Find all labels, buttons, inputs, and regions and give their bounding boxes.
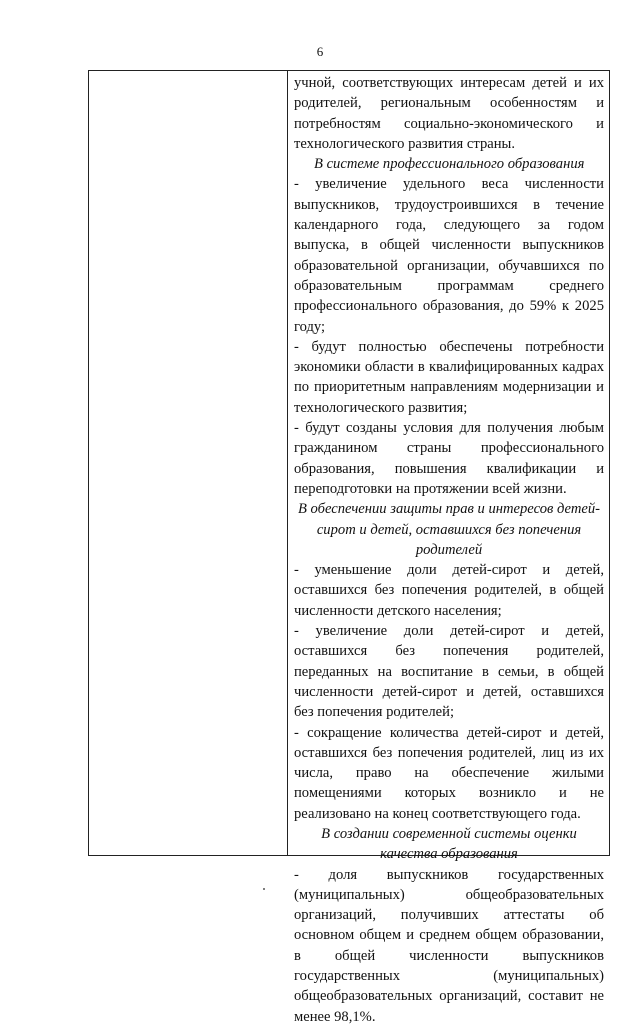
paragraph-lifelong-learning: - будут созданы условия для получения любым гражданином страны профессионального образования, повышения квалификации и переподготовки на протяжении всей жизни. — [294, 420, 604, 497]
table-right-column — [288, 71, 609, 1025]
heading-professional-education: В системе профессионального образования — [314, 156, 585, 173]
paragraph-orphans-housing: - сокращение количества детей-сирот и детей, оставшихся без попечения родителей, лиц из их числа, право на обеспечение жилыми помещениями которых возникло и не реализовано на конец соответствующего года. — [294, 724, 604, 822]
paragraph-graduates-certificates: - доля выпускников государственных (муниципальных) общеобразовательных организаций, получивших аттестаты об основном общем и среднем общем образовании, в общей численности выпускников государственных (муниципальных) общеобразовательных организаций, составит не менее 98,1%. — [294, 866, 604, 1025]
page-number: 6 — [316, 44, 324, 59]
paragraph-orphans-family-placement: - увеличение доли детей-сирот и детей, оставшихся без попечения родителей, переданных на воспитание в семьи, в общей численности детей-сирот и детей, оставшихся без попечения родителей; — [294, 623, 604, 721]
paragraph-orphans-share-reduction: - уменьшение доли детей-сирот и детей, оставшихся без попечения родителей, в общей численности детского населения; — [294, 562, 604, 619]
table-left-column — [89, 71, 288, 855]
paragraph-graduates-employment: - увеличение удельного веса численности выпускников, трудоустроившихся в течение календарного года, следующего за годом выпуска, в общей численности выпускников образовательной организации, обучавшихся по образовательным программам среднего профессионального образования, до 59% к 2025 году; — [294, 176, 604, 335]
heading-quality-assessment: В создании современной системы оценки качества образования — [321, 825, 577, 863]
paragraph-education-continuation: учной, соответствующих интересам детей и их родителей, региональным особенностям и потребностям социально-экономического и технологического развития страны. — [294, 75, 604, 152]
scan-speck — [263, 888, 265, 890]
document-table — [88, 70, 610, 1025]
heading-orphans-protection: В обеспечении защиты прав и интересов детей-сирот и детей, оставшихся без попечения родителей — [297, 501, 600, 558]
paragraph-qualified-staff: - будут полностью обеспечены потребности экономики области в квалифицированных кадрах по приоритетным направлениям модернизации и технологического развития; — [294, 338, 604, 416]
